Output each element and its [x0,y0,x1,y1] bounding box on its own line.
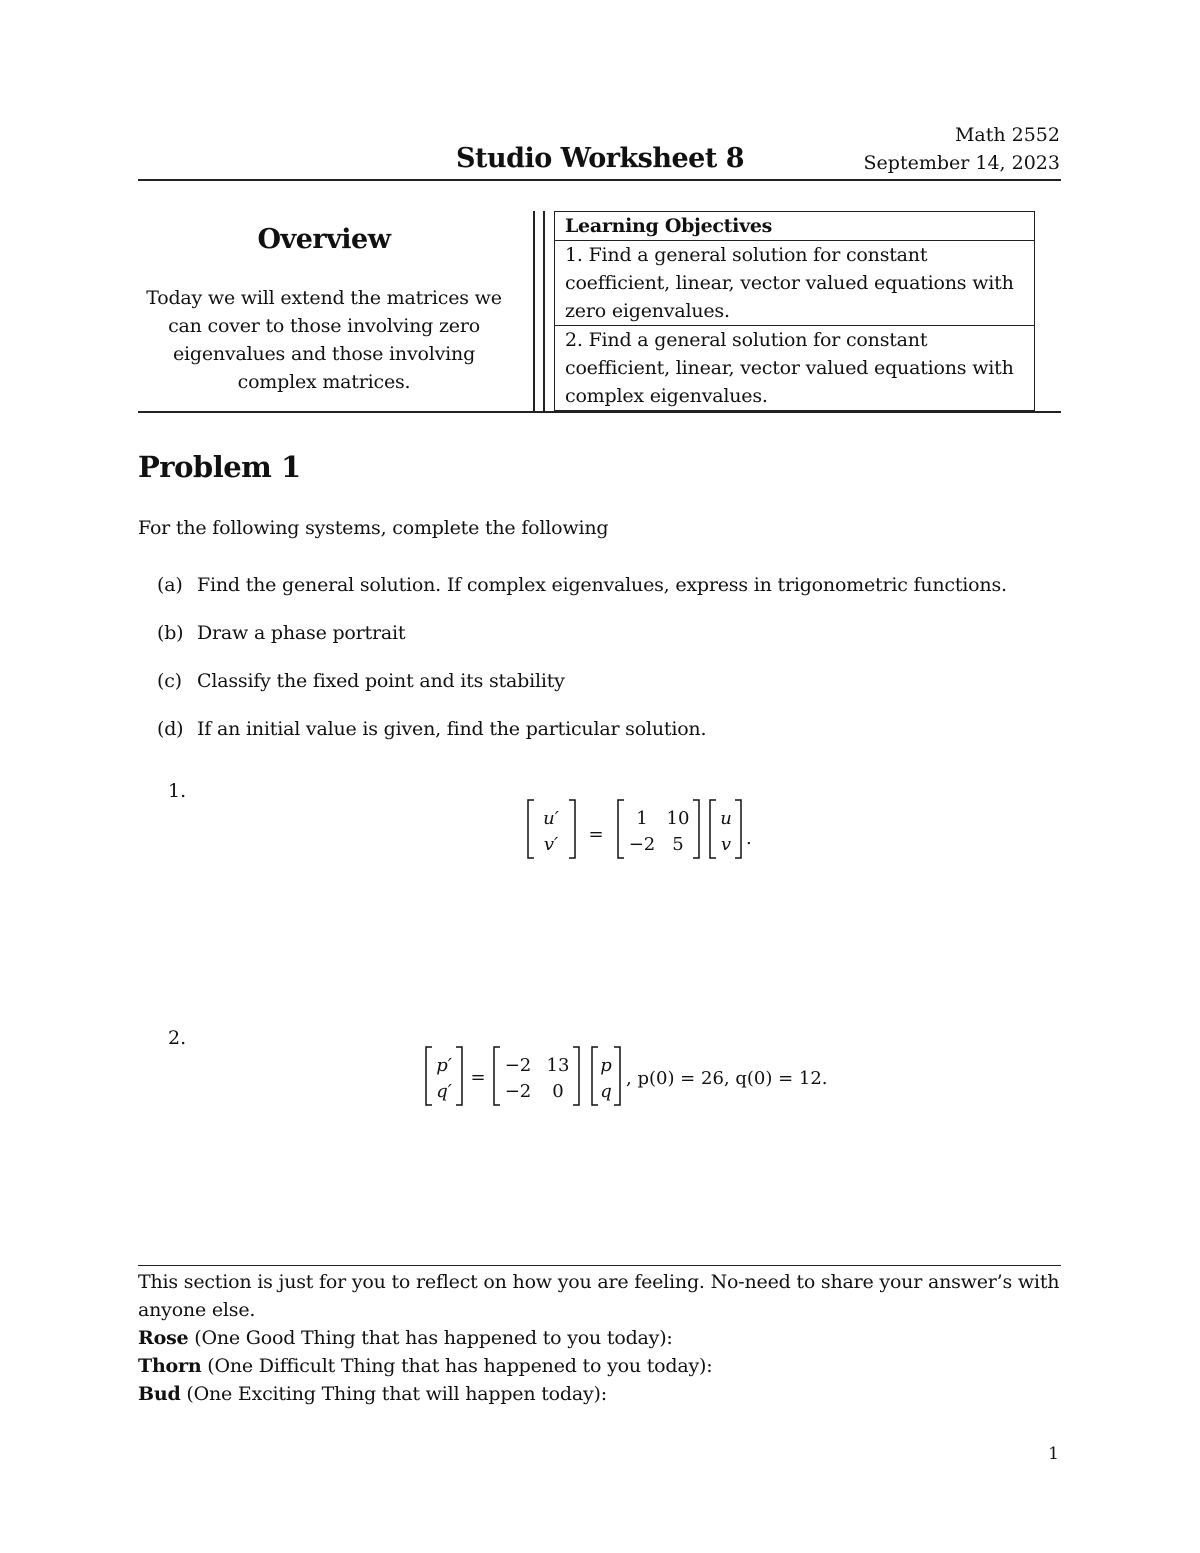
equals-sign: = [588,824,604,845]
thorn-label: Thorn [138,1355,202,1377]
thorn-text: (One Difficult Thing that has happened to you today): [201,1355,713,1377]
lhs-bottom: q′ [436,1081,452,1102]
course-label: Math 2552 [954,124,1060,146]
equation-suffix: , p(0) = 26, q(0) = 12. [626,1068,828,1089]
vector-bottom: v [720,834,732,855]
task-label: (d) [157,718,184,740]
bracket [618,800,624,858]
task-label: (a) [157,574,183,596]
matrix-cell: 1 [636,808,648,829]
task-a [157,574,1007,596]
system-1-number: 1. [168,780,187,802]
task-text: If an initial value is given, find the particular solution. [197,718,707,740]
bracket [592,1047,598,1105]
bud-text: (One Exciting Thing that will happen today): [180,1383,607,1405]
rose-line [138,1324,1068,1352]
bracket [528,800,534,858]
learning-objective-1: 1. Find a general solution for constant coefficient, linear, vector valued equations with zero eigenvalues. [565,244,1014,322]
matrix-cell: 13 [546,1055,570,1076]
bracket [573,1047,579,1105]
task-text: Find the general solution. If complex eigenvalues, express in trigonometric functions. [197,574,1007,596]
bracket [710,800,716,858]
matrix-cell: −2 [504,1055,532,1076]
problem-intro: For the following systems, complete the following [138,517,609,539]
bracket [614,1047,620,1105]
vector-top: p [600,1055,612,1076]
thorn-line [138,1352,1068,1380]
learning-objectives-box [554,211,1035,411]
bracket [426,1047,432,1105]
matrix-cell: −2 [504,1081,532,1102]
vector-top: u [720,808,732,829]
system-2-equation [418,1041,858,1111]
lhs-bottom: v′ [543,834,559,855]
task-text: Draw a phase portrait [197,622,406,644]
matrix-cell: −2 [628,834,656,855]
learning-objective-2: 2. Find a general solution for constant coefficient, linear, vector valued equations with complex eigenvalues. [555,325,1034,410]
task-d [157,718,706,740]
rose-text: (One Good Thing that has happened to you today): [188,1327,673,1349]
bracket [693,800,699,858]
matrix-cell: 0 [552,1081,564,1102]
bud-label: Bud [138,1383,181,1405]
overview-text: Today we will extend the matrices we can cover to those involving zero eigenvalues and those involving complex matrices. [146,287,502,393]
overview-title: Overview [257,224,391,255]
bracket [569,800,575,858]
reflection-intro: This section is just for you to reflect on how you are feeling. No-need to share your answer’s with anyone else. [138,1271,1060,1321]
footer-rule [138,1265,1061,1266]
task-label: (c) [157,670,182,692]
lhs-top: p′ [436,1055,452,1076]
column-divider-left [533,211,535,411]
bud-line [138,1380,1068,1408]
column-divider-right [543,211,545,411]
task-c [157,670,565,692]
equals-sign: = [470,1067,486,1088]
bracket [456,1047,462,1105]
task-text: Classify the fixed point and its stability [197,670,565,692]
matrix-cell: 5 [672,834,684,855]
header-rule [138,179,1061,181]
system-1-equation [520,794,760,864]
learning-objectives-heading: Learning Objectives [555,212,1034,241]
task-label: (b) [157,622,184,644]
lhs-top: u′ [543,808,559,829]
matrix-cell: 10 [666,808,690,829]
vector-bottom: q [600,1081,612,1102]
page-title: Studio Worksheet 8 [455,143,745,174]
reflection-section [138,1268,1068,1408]
date-label: September 14, 2023 [863,152,1060,174]
bracket [494,1047,500,1105]
rose-label: Rose [138,1327,189,1349]
overview-rule [138,411,1061,413]
task-b [157,622,405,644]
page-number: 1 [1048,1444,1059,1464]
system-2-number: 2. [168,1027,187,1049]
bracket [735,800,741,858]
problem-title: Problem 1 [138,450,301,484]
equation-suffix: . [746,828,752,849]
